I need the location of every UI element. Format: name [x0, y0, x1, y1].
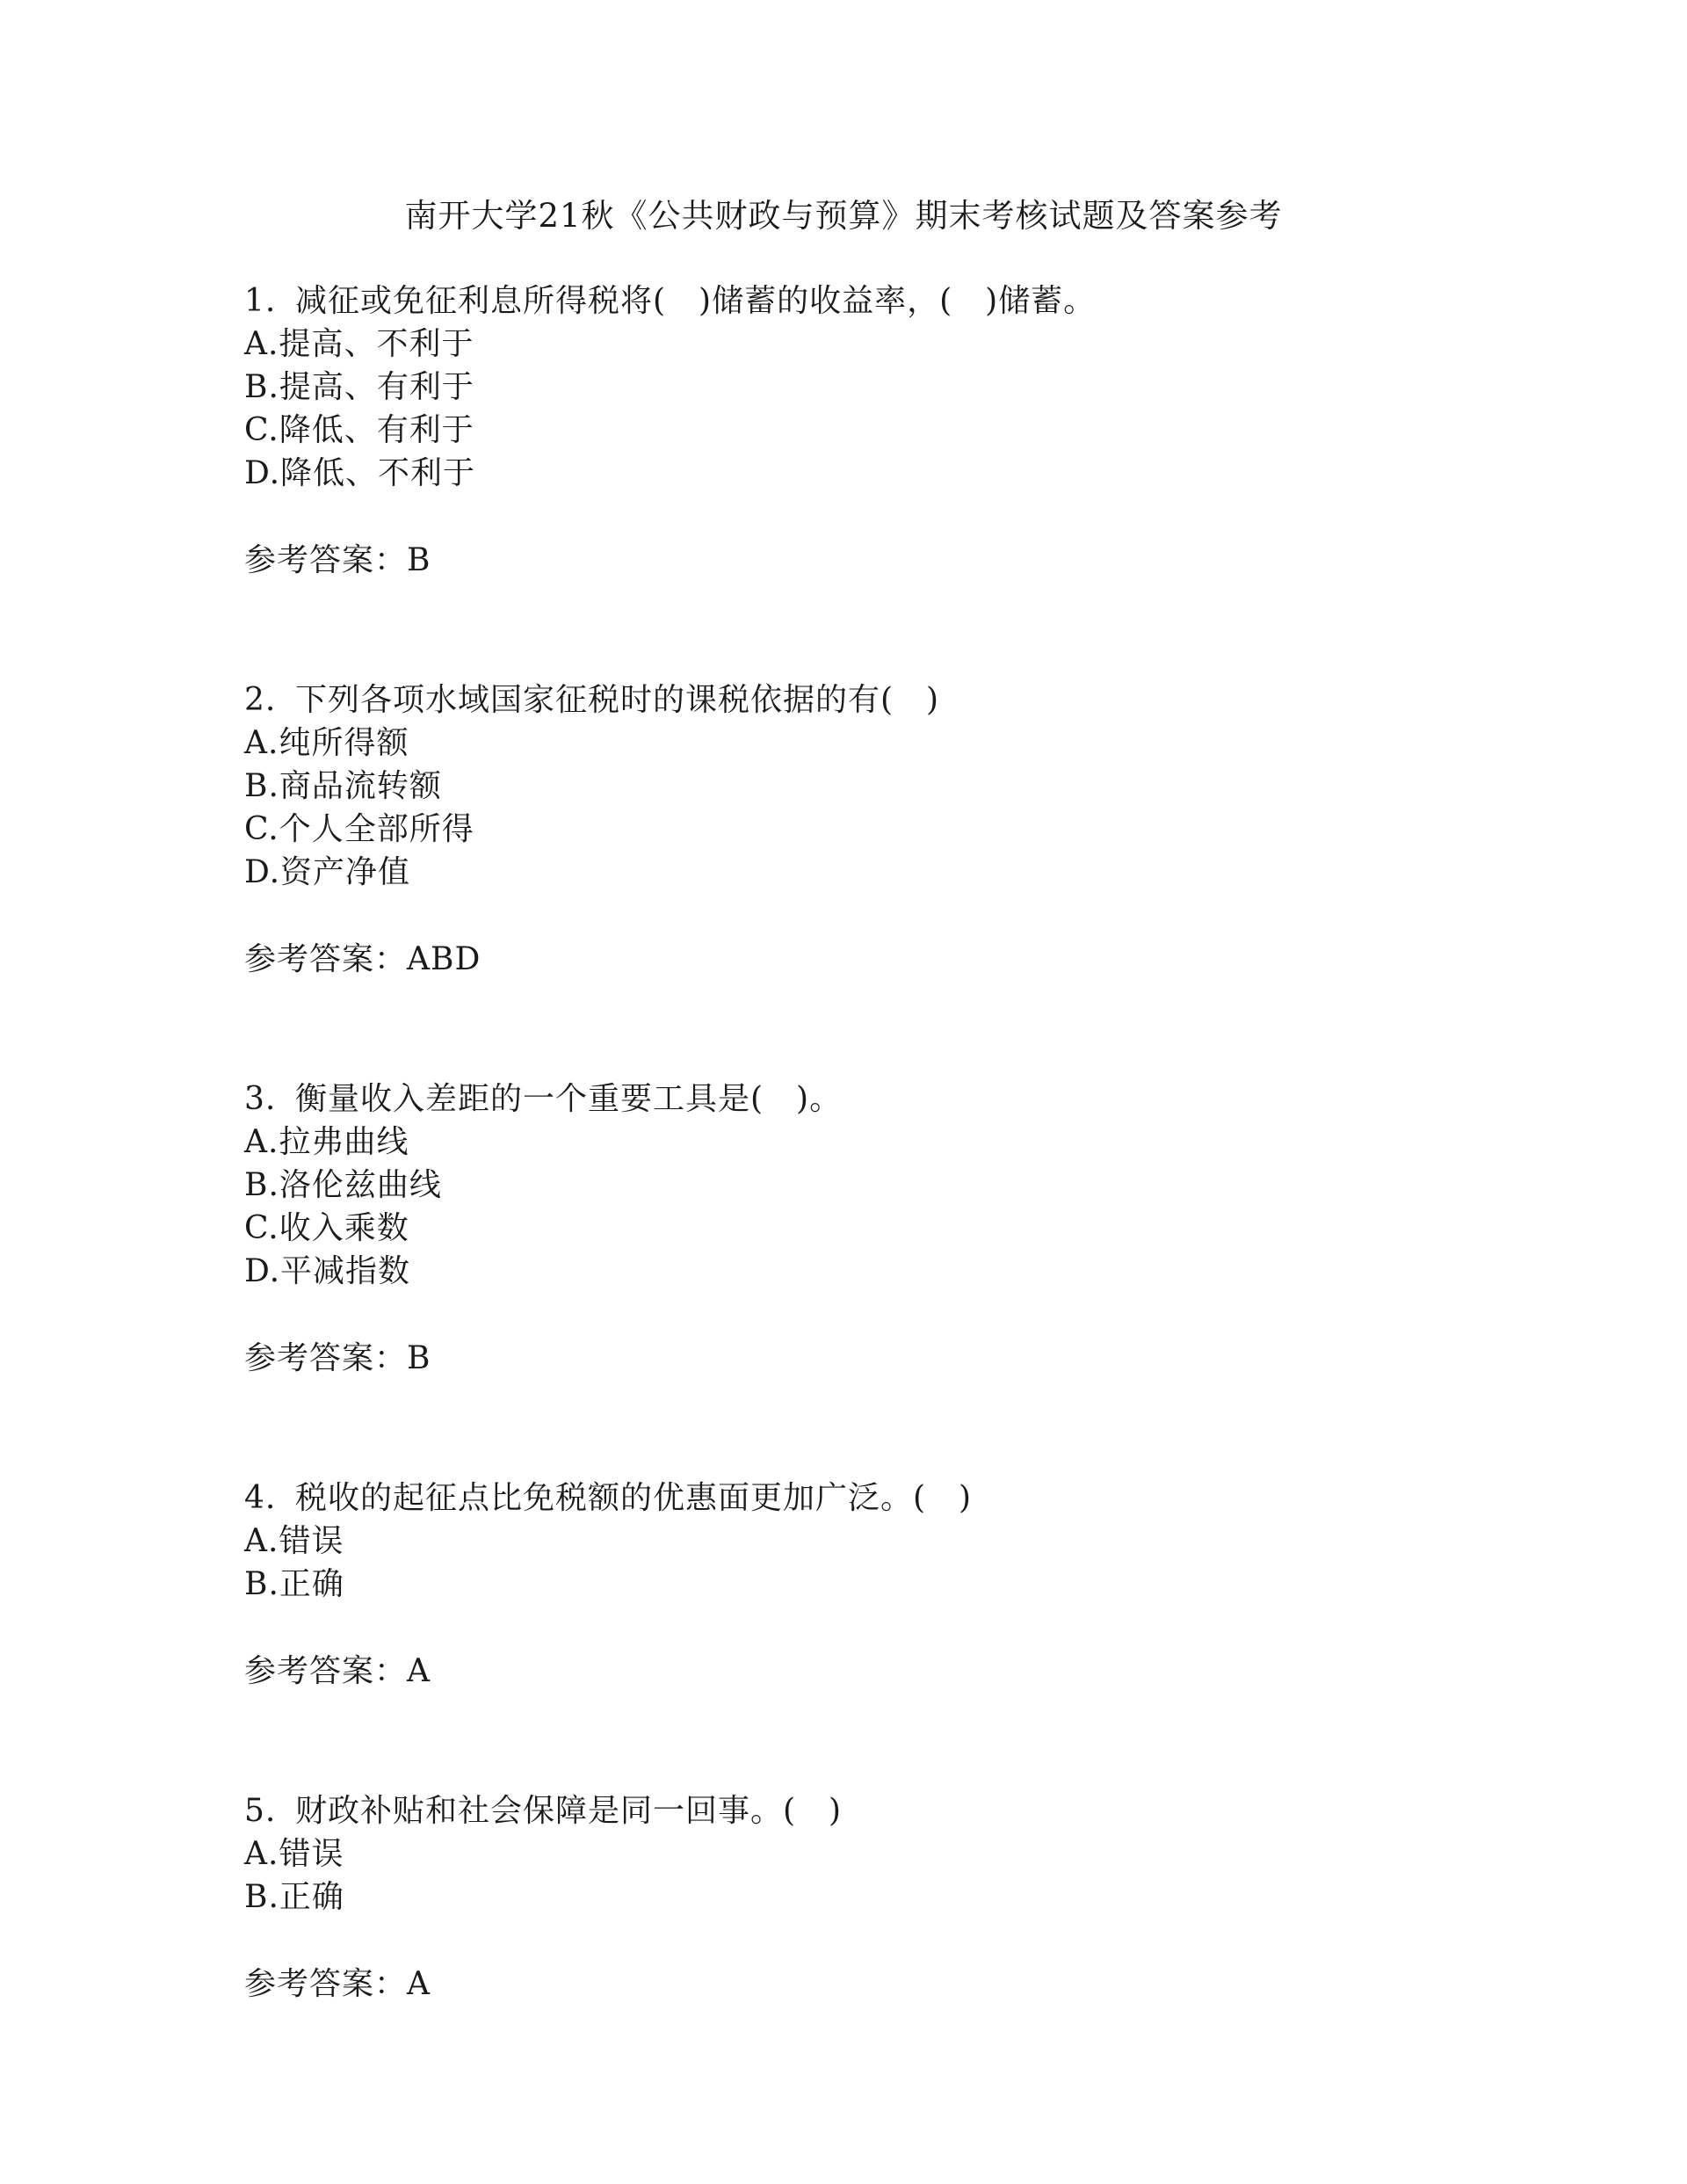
option-a: A.拉弗曲线 — [244, 1124, 409, 1160]
reference-answer: 参考答案：B — [244, 1340, 431, 1376]
question-stem — [244, 1789, 1474, 1832]
question-number: 4. — [244, 1480, 277, 1516]
question-1 — [244, 279, 1474, 582]
option-b: B.提高、有利于 — [244, 369, 474, 405]
reference-answer: 参考答案：A — [244, 1966, 431, 2002]
option-c: C.收入乘数 — [244, 1210, 409, 1246]
option-list — [244, 1832, 1474, 1919]
option-c: C.降低、有利于 — [244, 412, 474, 448]
question-text: 税收的起征点比免税额的优惠面更加广泛。( ) — [295, 1480, 973, 1516]
question-stem — [244, 1077, 1474, 1121]
question-number: 2. — [244, 682, 277, 718]
reference-answer: 参考答案：A — [244, 1653, 431, 1689]
option-b: B.正确 — [244, 1879, 344, 1915]
question-number: 3. — [244, 1081, 277, 1117]
option-b: B.洛伦兹曲线 — [244, 1167, 442, 1203]
option-list — [244, 1520, 1474, 1606]
option-a: A.错误 — [244, 1836, 344, 1872]
option-d: D.资产净值 — [244, 854, 411, 890]
option-list — [244, 722, 1474, 894]
option-a: A.错误 — [244, 1523, 344, 1559]
question-5 — [244, 1789, 1474, 2006]
reference-answer: 参考答案：B — [244, 542, 431, 578]
question-list — [244, 279, 1474, 2102]
question-3 — [244, 1077, 1474, 1380]
option-list — [244, 323, 1474, 495]
question-text: 衡量收入差距的一个重要工具是( )。 — [295, 1081, 843, 1117]
option-b: B.正确 — [244, 1566, 344, 1602]
question-number: 5. — [244, 1793, 277, 1829]
question-stem — [244, 1477, 1474, 1520]
option-d: D.平减指数 — [244, 1253, 411, 1289]
question-stem — [244, 279, 1474, 323]
question-stem — [244, 678, 1474, 722]
reference-answer: 参考答案：ABD — [244, 941, 481, 977]
question-text: 财政补贴和社会保障是同一回事。( ) — [295, 1793, 843, 1829]
option-list — [244, 1121, 1474, 1293]
option-c: C.个人全部所得 — [244, 811, 474, 847]
question-2 — [244, 678, 1474, 981]
option-b: B.商品流转额 — [244, 768, 442, 804]
question-number: 1. — [244, 283, 277, 319]
question-text: 减征或免征利息所得税将( )储蓄的收益率，( )储蓄。 — [295, 283, 1097, 319]
option-a: A.提高、不利于 — [244, 326, 474, 362]
question-text: 下列各项水域国家征税时的课税依据的有( ) — [295, 682, 940, 718]
document-title: 南开大学21秋《公共财政与预算》期末考核试题及答案参考 — [404, 197, 1283, 235]
option-d: D.降低、不利于 — [244, 455, 476, 491]
option-a: A.纯所得额 — [244, 725, 409, 761]
question-4 — [244, 1477, 1474, 1693]
